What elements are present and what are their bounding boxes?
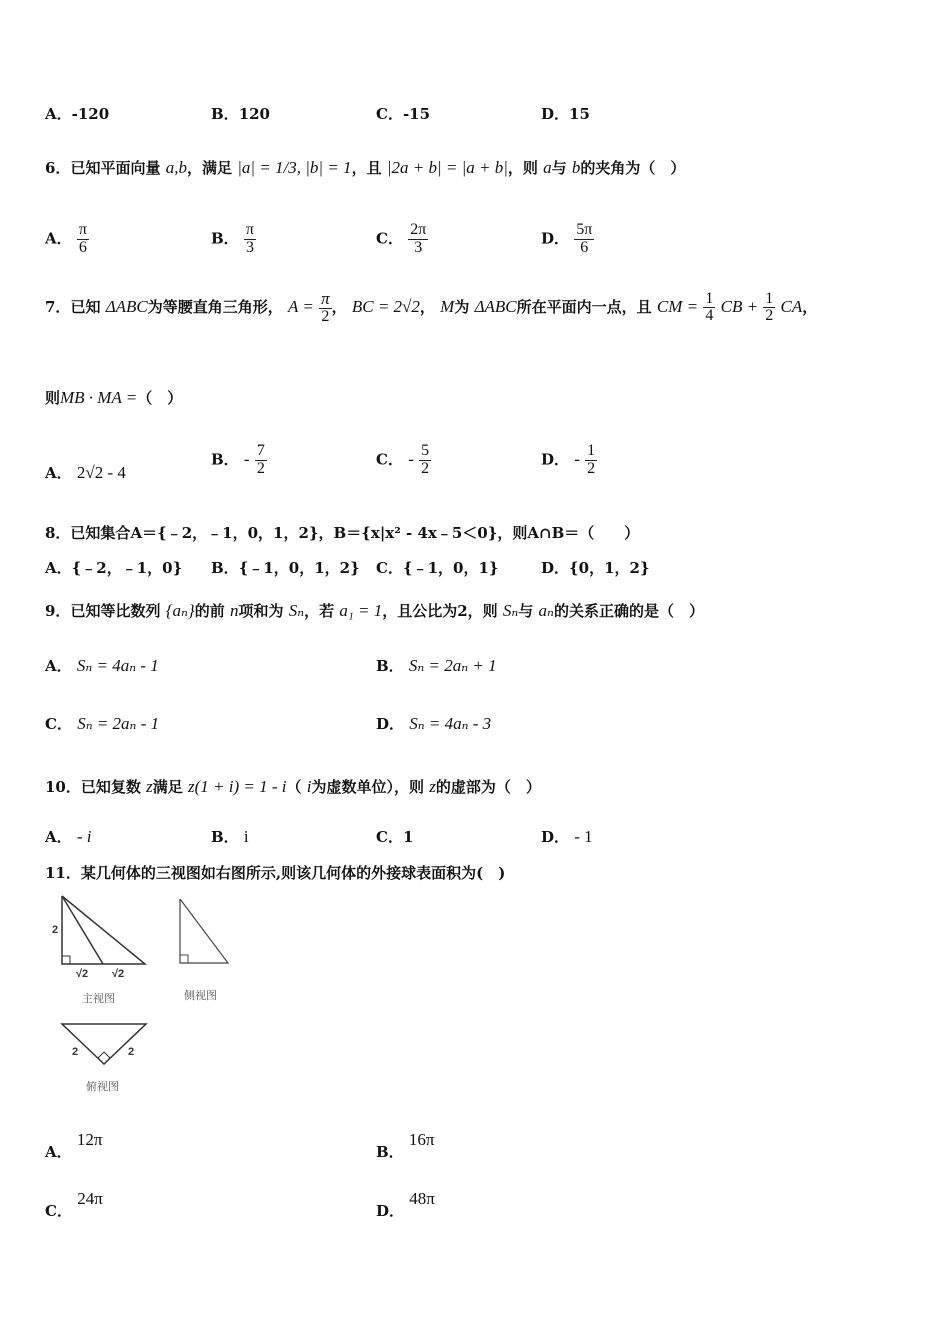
q9-option-b[interactable]: B． Sₙ = 2aₙ + 1: [376, 656, 497, 675]
q11-stem: 11．某几何体的三视图如右图所示,则该几何体的外接球表面积为( ): [45, 864, 506, 882]
q8-option-d[interactable]: D．{0，1，2}: [541, 559, 650, 577]
q9-stem: 9．已知等比数列 {aₙ}的前 n项和为 Sₙ，若 a₁ = 1，且公比为2，则 Sₙ与 aₙ的关系正确的是（ ）: [45, 601, 704, 620]
q6-option-c[interactable]: C． $\frac{2\pi}{3}$: [376, 221, 427, 256]
q6-option-d[interactable]: D． $\frac{5\pi}{6}$: [541, 221, 593, 256]
q10-option-c[interactable]: C．1: [376, 828, 414, 846]
front-view-base2-label: √2: [112, 968, 125, 980]
q9-option-a[interactable]: A． Sₙ = 4aₙ - 1: [45, 656, 159, 675]
q8-option-c[interactable]: C．{﹣1，0，1}: [376, 559, 499, 577]
top-view-right-label: 2: [128, 1046, 135, 1058]
q5-option-a[interactable]: A．-120: [45, 105, 110, 123]
q7-option-a[interactable]: A． 2√2 - 4: [45, 463, 126, 482]
q11-option-d[interactable]: D． 48π: [376, 1189, 435, 1220]
front-view-caption: 主视图: [82, 993, 115, 1005]
q8-option-b[interactable]: B．{﹣1，0，1，2}: [211, 559, 360, 577]
q5-option-c[interactable]: C．-15: [376, 105, 431, 123]
q10-stem: 10．已知复数 z满足 z(1 + i) = 1 - i（ i为虚数单位），则 z的虚部为（ ）: [45, 777, 541, 796]
q7-stem-line2: 则MB · MA =（ ）: [45, 388, 183, 407]
q8-stem: 8．已知集合A＝{﹣2，﹣1，0，1，2}，B＝{x|x² - 4x﹣5＜0}，则A∩B＝（ ）: [45, 524, 640, 542]
q8-option-a[interactable]: A．{﹣2，﹣1，0}: [45, 559, 183, 577]
q7-option-d[interactable]: D． - $\frac{1}{2}$: [541, 442, 596, 477]
q6-option-a[interactable]: A． $\frac{\pi}{6}$: [45, 221, 87, 256]
q9-option-d[interactable]: D． Sₙ = 4aₙ - 3: [376, 714, 492, 733]
q11-option-b[interactable]: B． 16π: [376, 1130, 435, 1161]
top-view: [58, 1020, 152, 1065]
q7-option-c[interactable]: C． - $\frac{5}{2}$: [376, 442, 430, 477]
q7-stem: 7．已知 ΔABC为等腰直角三角形， A = $\frac{\pi}{2}$ ， BC = 2√2， M为 ΔABC所在平面内一点，且 CM = $\frac{1}{4}$ CB + $\frac{1}{2}$ CA，: [45, 289, 818, 325]
q9-option-c[interactable]: C． Sₙ = 2aₙ - 1: [45, 714, 160, 733]
top-view-left-label: 2: [72, 1046, 79, 1058]
top-view-caption: 俯视图: [86, 1081, 119, 1093]
q10-option-b[interactable]: B． i: [211, 827, 249, 846]
q6-stem: 6．已知平面向量 a,b，满足 |a| = 1/3, |b| = 1，且 |2a + b| = |a + b|，则 a与 b的夹角为（ ）: [45, 158, 686, 177]
q6-option-b[interactable]: B． $\frac{\pi}{3}$: [211, 221, 254, 256]
side-view: [176, 895, 236, 970]
side-view-caption: 侧视图: [184, 990, 217, 1002]
q5-option-d[interactable]: D．15: [541, 105, 590, 123]
q11-option-a[interactable]: A． 12π: [45, 1130, 103, 1161]
front-view: [50, 892, 160, 972]
q11-option-c[interactable]: C． 24π: [45, 1189, 103, 1220]
q7-option-b[interactable]: B． - $\frac{7}{2}$: [211, 442, 265, 477]
q10-option-a[interactable]: A． - i: [45, 827, 92, 846]
front-view-height-label: 2: [52, 924, 59, 936]
front-view-base1-label: √2: [76, 968, 89, 980]
q10-option-d[interactable]: D． - 1: [541, 827, 593, 846]
q5-option-b[interactable]: B．120: [211, 105, 270, 123]
